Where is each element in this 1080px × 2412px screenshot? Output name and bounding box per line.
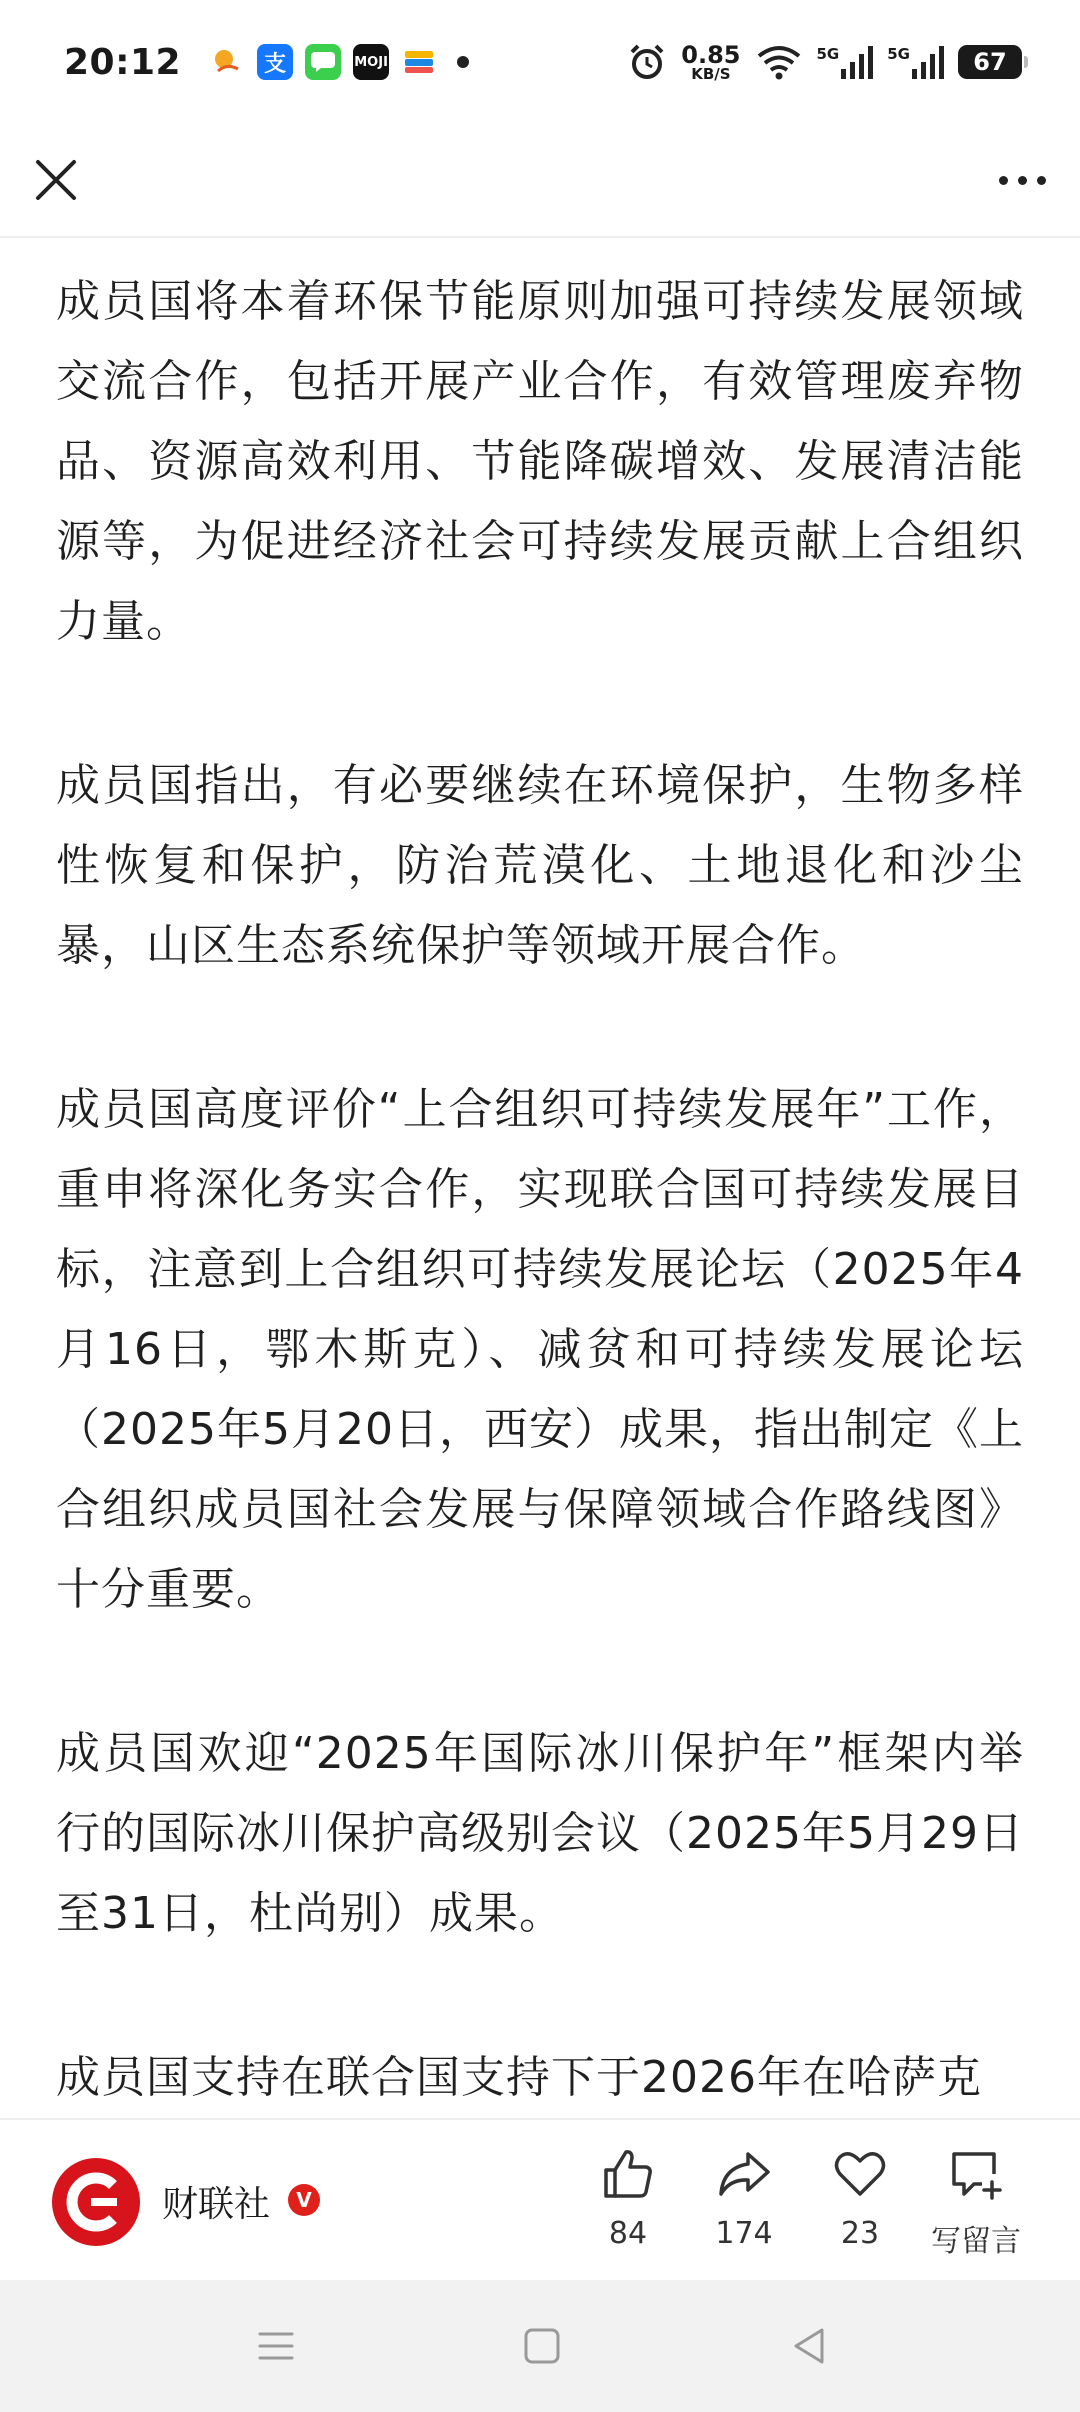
status-bar <box>0 0 1080 124</box>
article-paragraph: 成员国高度评价“上合组织可持续发展年”工作，重申将深化务实合作，实现联合国可持续发展目标，注意到上合组织可持续发展论坛（2025年4月16日，鄂木斯克）、减贫和可持续发展论坛（2025年5月20日，西安）成果，指出制定《上合组织成员国社会发展与保障领域合作路线图》十分重要。 <box>56 1084 1024 1615</box>
comment-add-icon <box>948 2146 1004 2202</box>
comment-label: 写留言 <box>931 2224 1021 2259</box>
heart-icon <box>832 2146 888 2202</box>
network-speed: 0.85 KB/S <box>681 40 741 83</box>
alarm-icon <box>627 42 667 82</box>
signal-bars-icon <box>841 45 873 79</box>
more-dot-icon <box>999 176 1008 185</box>
more-options-button[interactable] <box>992 162 1052 198</box>
back-triangle-icon <box>786 2322 834 2370</box>
wallet-app-icon <box>401 44 437 80</box>
article-content <box>56 262 1024 2118</box>
article-paragraph: 成员国将本着环保节能原则加强可持续发展领域交流合作，包括开展产业合作，有效管理废弃物品、资源高效利用、节能降碳增效、发展清洁能源等，为促进经济社会可持续发展贡献上合组织力量。 <box>56 276 1024 647</box>
status-time: 20:12 <box>64 41 182 83</box>
system-nav-bar <box>0 2280 1080 2412</box>
article-paragraph: 成员国欢迎“2025年国际冰川保护年”框架内举行的国际冰川保护高级别会议（2025年5月29日至31日，杜尚别）成果。 <box>56 1728 1024 1939</box>
source-name[interactable]: 财联社 <box>162 2184 271 2225</box>
home-square-icon <box>518 2322 566 2370</box>
like-count: 84 <box>608 2216 648 2251</box>
share-icon <box>716 2146 772 2202</box>
wifi-icon <box>755 44 803 80</box>
status-right <box>627 42 1022 82</box>
share-count: 174 <box>715 2216 773 2251</box>
fuel-app-icon <box>209 44 245 80</box>
menu-nav-button[interactable] <box>252 2322 300 2370</box>
more-dot-icon <box>1018 176 1027 185</box>
article-paragraph: 成员国指出，有必要继续在环境保护，生物多样性恢复和保护，防治荒漠化、土地退化和沙尘暴，山区生态系统保护等领域开展合作。 <box>56 760 1024 971</box>
message-app-icon <box>305 44 341 80</box>
source-logo[interactable] <box>52 2158 140 2246</box>
favorite-count: 23 <box>840 2216 880 2251</box>
signal-1: 5G <box>817 45 874 79</box>
share-button[interactable] <box>684 2146 804 2251</box>
more-notifications-dot <box>457 56 469 68</box>
signal-2: 5G <box>887 45 944 79</box>
comment-button[interactable] <box>916 2146 1036 2260</box>
notification-icons <box>209 44 469 80</box>
thumbs-up-icon <box>600 2146 656 2202</box>
cls-logo-icon <box>61 2167 131 2237</box>
home-nav-button[interactable] <box>518 2322 566 2370</box>
close-icon <box>30 154 82 206</box>
bottom-action-bar <box>0 2118 1080 2280</box>
favorite-button[interactable] <box>800 2146 920 2251</box>
moji-weather-icon: MOJI <box>353 44 389 80</box>
verified-badge: V <box>288 2184 320 2216</box>
more-dot-icon <box>1037 176 1046 185</box>
menu-icon <box>252 2322 300 2370</box>
top-nav <box>0 124 1080 238</box>
article-paragraph: 成员国支持在联合国支持下于2026年在哈萨克 <box>56 2052 982 2103</box>
close-button[interactable] <box>30 154 82 206</box>
signal-bars-icon <box>912 45 944 79</box>
alipay-icon: 支 <box>257 44 293 80</box>
battery-indicator: 67 <box>958 45 1022 79</box>
like-button[interactable] <box>568 2146 688 2251</box>
back-nav-button[interactable] <box>786 2322 834 2370</box>
